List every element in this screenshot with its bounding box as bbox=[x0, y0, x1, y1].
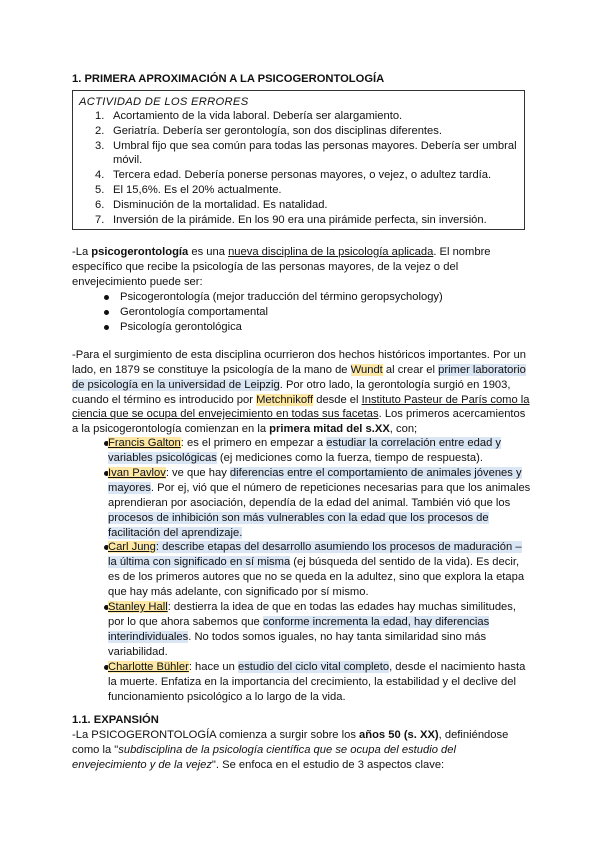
error-num: 3. bbox=[95, 140, 105, 152]
author-galton-line: variables psicológicas (ej mediciones como la fuerza, tiempo de respuesta). bbox=[108, 452, 483, 464]
author-pavlov-line: facilitación del aprendizaje. bbox=[108, 527, 243, 539]
author-pavlov-line: mayores. Por ej, vió que el número de repeticiones necesarias para que los animales bbox=[108, 482, 531, 494]
author-jung-line: es de los primeros autores que no se queda en la adultez, sino que explora la etapa bbox=[108, 571, 525, 583]
error-num: 7. bbox=[95, 214, 105, 226]
author-buhler-line: la muerte. Enfatiza en la importancia del crecimiento, la estabilidad y el declive del bbox=[108, 676, 516, 688]
author-galton: Francis Galton: es el primero en empezar a estudiar la correlación entre edad y bbox=[108, 437, 502, 449]
author-pavlov-line: procesos de inhibición son más vulnerables con la edad que los procesos de bbox=[108, 512, 489, 524]
paragraph-line: específico que recibe la psicología de las personas mayores, de la vejez o del bbox=[72, 261, 459, 273]
error-text: Disminución de la mortalidad. Es natalidad. bbox=[113, 199, 328, 211]
list-item: Gerontología comportamental bbox=[120, 306, 269, 318]
paragraph-line: -La PSICOGERONTOLOGÍA comienza a surgir sobre los años 50 (s. XX), definiéndose bbox=[72, 729, 509, 741]
author-pavlov: Ivan Pavlov: ve que hay diferencias entre el comportamiento de animales jóvenes y bbox=[108, 467, 522, 479]
box-title: ACTIVIDAD DE LOS ERRORES bbox=[79, 96, 249, 108]
paragraph-line: de psicología en la universidad de Leipzig. Por otro lado, la gerontología surgió en 1903, bbox=[72, 379, 511, 391]
error-text: móvil. bbox=[113, 154, 143, 166]
author-hall: Stanley Hall: destierra la idea de que en todas las edades hay muchas similitudes, bbox=[108, 601, 516, 613]
error-num: 6. bbox=[95, 199, 105, 211]
author-jung: Carl Jung: describe etapas del desarrollo asumiendo los procesos de maduración – bbox=[108, 541, 522, 553]
author-hall-line: variabilidad. bbox=[108, 646, 168, 658]
bullet-icon bbox=[104, 295, 109, 300]
paragraph-line: ciencia que se ocupa del envejecimiento en todas sus facetas. Los primeros acercamientos bbox=[72, 408, 526, 420]
author-jung-line: la última con significado en sí misma (ej búsqueda del sentido de la vida). Es decir, bbox=[108, 556, 520, 568]
error-num: 1. bbox=[95, 110, 105, 122]
paragraph-line: como la "subdisciplina de la psicología científica que se ocupa del estudio del bbox=[72, 744, 456, 756]
author-hall-line: por lo que ahora sabemos que conforme incrementa la edad, hay diferencias bbox=[108, 616, 490, 628]
paragraph-line: -La psicogerontología es una nueva disciplina de la psicología aplicada. El nombre bbox=[72, 246, 491, 258]
paragraph-line: -Para el surgimiento de esta disciplina ocurrieron dos hechos históricos importantes. Por un bbox=[72, 349, 526, 361]
paragraph-line: envejecimiento puede ser: bbox=[72, 276, 203, 288]
author-buhler-line: funcionamiento psicológico a lo largo de la vida. bbox=[108, 691, 346, 703]
paragraph-line: a la psicogerontología comienzan en la primera mitad del s.XX, con; bbox=[72, 423, 418, 435]
bullet-icon bbox=[104, 310, 109, 315]
paragraph-line: cuando el término es introducido por Metchnikoff desde el Instituto Pasteur de París como la bbox=[72, 394, 530, 406]
error-text: El 15,6%. Es el 20% actualmente. bbox=[113, 184, 282, 196]
error-text: Tercera edad. Debería ponerse personas mayores, o vejez, o adultez tardía. bbox=[113, 169, 492, 181]
error-num: 5. bbox=[95, 184, 105, 196]
error-text: Inversión de la pirámide. En los 90 era una pirámide perfecta, sin inversión. bbox=[113, 214, 487, 226]
list-item: Psicogerontología (mejor traducción del término geropsychology) bbox=[120, 291, 443, 303]
heading-expansion: 1.1. EXPANSIÓN bbox=[72, 714, 159, 726]
paragraph-line: lado, en 1879 se constituye la psicología de la mano de Wundt al crear el primer laboratorio bbox=[72, 364, 526, 376]
list-item: Psicología gerontológica bbox=[120, 321, 242, 333]
author-buhler: Charlotte Bühler: hace un estudio del ciclo vital completo, desde el nacimiento hasta bbox=[108, 661, 526, 673]
error-text: Umbral fijo que sea común para todas las personas mayores. Debería ser umbral bbox=[113, 140, 517, 152]
error-text: Acortamiento de la vida laboral. Debería ser alargamiento. bbox=[113, 110, 403, 122]
error-num: 4. bbox=[95, 169, 105, 181]
bullet-icon bbox=[104, 325, 109, 330]
error-num: 2. bbox=[95, 125, 105, 137]
author-jung-line: que hay más adelante, con significado por sí mismo. bbox=[108, 586, 369, 598]
error-text: Geriatría. Debería ser gerontología, son dos disciplinas diferentes. bbox=[113, 125, 442, 137]
author-hall-line: interindividuales. No todos somos iguales, no hay tanta similaridad sino más bbox=[108, 631, 487, 643]
paragraph-line: envejecimiento y de la vejez". Se enfoca en el estudio de 3 aspectos clave: bbox=[72, 759, 445, 771]
activity-box bbox=[72, 90, 525, 230]
heading-primera-aproximacion: 1. PRIMERA APROXIMACIÓN A LA PSICOGERONTOLOGÍA bbox=[72, 73, 385, 85]
author-pavlov-line: aprendieran por asociación, dependía de la edad del animal. También vió que los bbox=[108, 497, 511, 509]
